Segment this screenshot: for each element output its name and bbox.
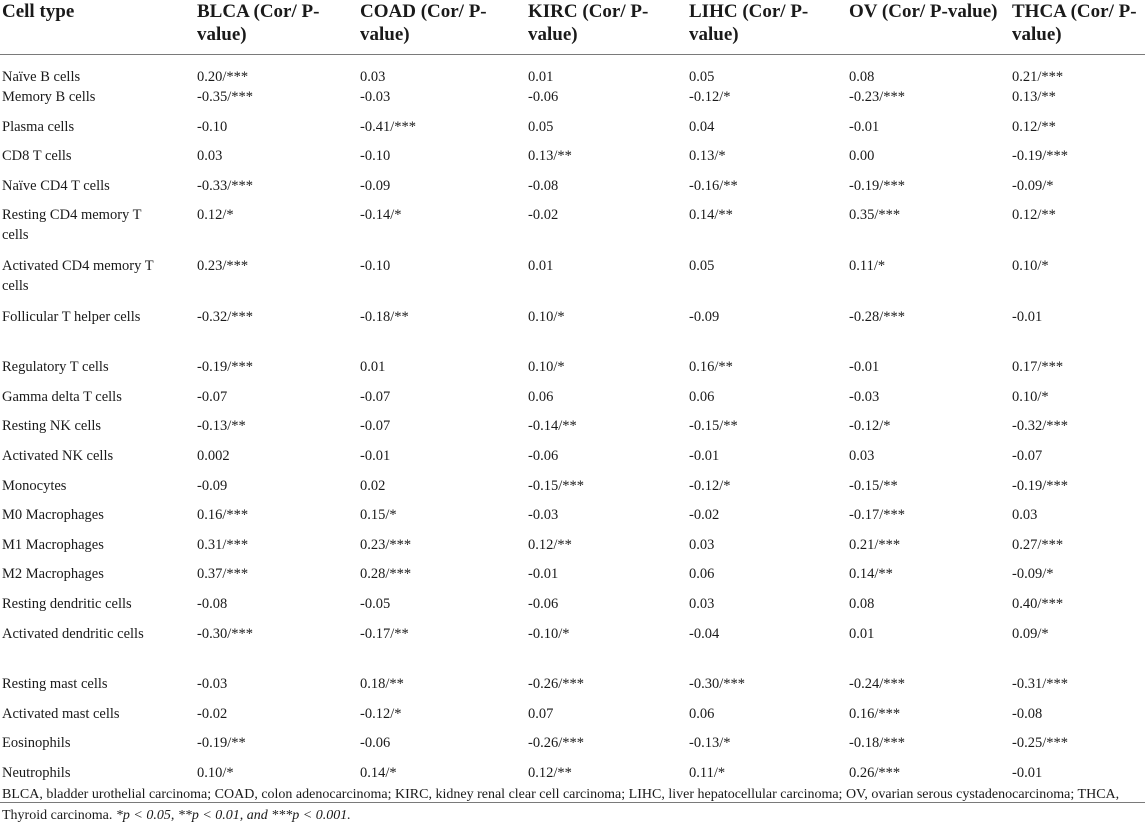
table-cell: -0.12/* (849, 418, 891, 435)
table-cell: 0.06 (689, 566, 715, 583)
table-cell: -0.25/*** (1012, 735, 1068, 752)
table-row (0, 674, 1145, 704)
table-cell: 0.14/** (849, 566, 893, 583)
table-cell: 0.03 (689, 536, 715, 553)
table-cell: -0.18/*** (849, 735, 905, 752)
table-cell: -0.17/** (360, 625, 409, 642)
table-cell: -0.03 (528, 507, 559, 524)
table-cell: -0.01 (1012, 308, 1043, 325)
table-cell: -0.01 (849, 118, 880, 135)
table-row (0, 87, 1145, 117)
header-cell: OV (Cor/ P-value) (849, 0, 1012, 55)
table-cell: -0.15/*** (528, 477, 584, 494)
table-cell: 0.03 (689, 595, 715, 612)
table-cell: -0.05 (360, 595, 391, 612)
table-cell: -0.03 (197, 676, 228, 693)
table-row (0, 307, 1145, 358)
table-cell: 0.01 (360, 359, 386, 376)
table-cell: -0.06 (528, 447, 559, 464)
table-cell: 0.12/** (528, 763, 689, 803)
table-cell: -0.07 (1012, 447, 1043, 464)
table-cell: 0.06 (689, 705, 715, 722)
table-cell: 0.15/* (360, 507, 397, 524)
table-cell: -0.19/*** (197, 359, 253, 376)
table-cell: -0.01 (360, 447, 391, 464)
table-row (0, 446, 1145, 476)
table-cell: -0.01 (689, 447, 720, 464)
table-cell: -0.30/*** (689, 676, 745, 693)
table-row (0, 505, 1145, 535)
table-body (0, 55, 1145, 803)
table-cell: 0.16/** (689, 359, 733, 376)
row-label: Regulatory T cells (2, 359, 109, 376)
row-label: Naïve B cells (2, 69, 81, 85)
row-label: Activated CD4 memory T cells (2, 257, 154, 294)
row-label: Resting CD4 memory T cells (2, 207, 142, 244)
table-cell: 0.17/*** (1012, 359, 1064, 376)
table-cell: 0.23/*** (360, 536, 412, 553)
table-cell: 0.08 (849, 69, 875, 85)
table-cell: 0.13/** (1012, 89, 1056, 105)
table-cell: -0.16/** (689, 177, 738, 194)
table-cell: 0.18/** (360, 676, 404, 693)
header-cell: THCA (Cor/ P-value) (1012, 0, 1145, 55)
header-cell: COAD (Cor/ P-value) (360, 0, 528, 55)
table-cell: -0.02 (689, 507, 720, 524)
table-row (0, 55, 1145, 88)
table-row (0, 357, 1145, 387)
table-cell: -0.24/*** (849, 676, 905, 693)
table-cell: 0.03 (1012, 507, 1038, 524)
table-row (0, 535, 1145, 565)
table-cell: -0.30/*** (197, 625, 253, 642)
table-cell: 0.20/*** (197, 69, 249, 85)
row-label: Activated dendritic cells (2, 625, 144, 642)
row-label: Resting NK cells (2, 418, 102, 435)
table-cell: -0.07 (360, 388, 391, 405)
table-cell: -0.31/*** (1012, 676, 1068, 693)
table-cell: -0.09 (197, 477, 228, 494)
table-cell: 0.26/*** (849, 763, 1012, 803)
table-cell: -0.07 (360, 418, 391, 435)
table-cell: -0.13/* (689, 735, 731, 752)
table-cell: 0.14/* (360, 763, 528, 803)
table-cell: -0.08 (197, 595, 228, 612)
table-cell: -0.06 (528, 595, 559, 612)
table-cell: 0.12/** (1012, 118, 1056, 135)
table-cell: -0.14/* (360, 207, 402, 224)
table-row (0, 176, 1145, 206)
table-cell: -0.07 (197, 388, 228, 405)
table-cell: -0.17/*** (849, 507, 905, 524)
row-label: Memory B cells (2, 89, 96, 105)
table-cell: 0.11/* (689, 763, 849, 803)
table-cell: 0.31/*** (197, 536, 249, 553)
table-cell: 0.02 (360, 477, 386, 494)
table-cell: 0.03 (197, 148, 223, 165)
table-cell: -0.19/*** (1012, 148, 1068, 165)
table-cell: -0.33/*** (197, 177, 253, 194)
table-cell: -0.02 (197, 705, 228, 722)
row-label: M0 Macrophages (2, 507, 104, 524)
table-cell: -0.14/** (528, 418, 577, 435)
table-cell: -0.09 (689, 308, 720, 325)
table-cell: 0.23/*** (197, 257, 249, 274)
header-cell: BLCA (Cor/ P-value) (197, 0, 360, 55)
table-cell: -0.01 (1012, 763, 1145, 803)
table-cell: -0.12/* (360, 705, 402, 722)
table-row (0, 704, 1145, 734)
table-cell: -0.32/*** (197, 308, 253, 325)
table-cell: -0.13/** (197, 418, 246, 435)
table-cell: -0.32/*** (1012, 418, 1068, 435)
row-label: Naïve CD4 T cells (2, 177, 110, 194)
table-cell: 0.01 (528, 257, 554, 274)
header-cell: KIRC (Cor/ P-value) (528, 0, 689, 55)
table-row (0, 624, 1145, 675)
table-cell: -0.01 (849, 359, 880, 376)
table-cell: -0.10 (360, 148, 391, 165)
table-cell: 0.16/*** (849, 705, 901, 722)
table-cell: -0.01 (528, 566, 559, 583)
table-cell: -0.09/* (1012, 566, 1054, 583)
table-cell: 0.10/* (528, 308, 565, 325)
table-row (0, 256, 1145, 307)
row-label: Follicular T helper cells (2, 308, 141, 325)
table-cell: -0.18/** (360, 308, 409, 325)
table-cell: 0.37/*** (197, 566, 249, 583)
row-label: Gamma delta T cells (2, 388, 122, 405)
table-row (0, 733, 1145, 763)
table-cell: -0.08 (1012, 705, 1043, 722)
table-cell: 0.12/* (197, 207, 234, 224)
table-cell: 0.06 (528, 388, 554, 405)
table-cell: -0.12/* (689, 477, 731, 494)
table-cell: 0.14/** (689, 207, 733, 224)
table-cell: -0.15/** (849, 477, 898, 494)
row-label: Plasma cells (2, 118, 75, 135)
row-label: Activated NK cells (2, 447, 114, 464)
table-cell: -0.23/*** (849, 89, 905, 105)
table-cell: -0.41/*** (360, 118, 416, 135)
footnote-significance: *p < 0.05, **p < 0.01, and ***p < 0.001. (115, 808, 351, 823)
table-header (0, 0, 1145, 55)
table-cell: -0.04 (689, 625, 720, 642)
table-cell: 0.21/*** (1012, 69, 1064, 85)
table-cell: -0.10/* (528, 625, 570, 642)
table-cell: 0.03 (849, 447, 875, 464)
header-cell-type: Cell type (0, 0, 197, 55)
table-cell: -0.09 (360, 177, 391, 194)
row-label: Activated mast cells (2, 705, 120, 722)
table-cell: 0.10/* (197, 763, 360, 803)
table-cell: -0.06 (528, 89, 559, 105)
table-row (0, 146, 1145, 176)
table-cell: 0.40/*** (1012, 595, 1064, 612)
row-label: M1 Macrophages (2, 536, 104, 553)
table-row (0, 205, 1145, 256)
table-cell: -0.19/*** (1012, 477, 1068, 494)
table-cell: -0.02 (528, 207, 559, 224)
table-cell: 0.05 (528, 118, 554, 135)
table-cell: 0.28/*** (360, 566, 412, 583)
table-cell: -0.19/** (197, 735, 246, 752)
table-cell: 0.13/** (528, 148, 572, 165)
header-row (0, 0, 1145, 55)
table-cell: -0.03 (849, 388, 880, 405)
row-label: Monocytes (2, 477, 67, 494)
row-label: CD8 T cells (2, 148, 72, 165)
table-cell: -0.10 (360, 257, 391, 274)
table-cell: -0.28/*** (849, 308, 905, 325)
row-label: Resting dendritic cells (2, 595, 132, 612)
table-cell: -0.12/* (689, 89, 731, 105)
header-cell: LIHC (Cor/ P-value) (689, 0, 849, 55)
table-cell: -0.26/*** (528, 676, 584, 693)
table-row (0, 416, 1145, 446)
table-cell: 0.10/* (1012, 388, 1049, 405)
table-cell: 0.12/** (1012, 207, 1056, 224)
table-cell: 0.27/*** (1012, 536, 1064, 553)
table-row (0, 594, 1145, 624)
table-row (0, 476, 1145, 506)
table-cell: -0.06 (360, 735, 391, 752)
table-cell: 0.00 (849, 148, 875, 165)
table-row (0, 564, 1145, 594)
table-cell: 0.10/* (528, 359, 565, 376)
row-label: Neutrophils (0, 763, 197, 803)
table-cell: -0.19/*** (849, 177, 905, 194)
row-label: Resting mast cells (2, 676, 108, 693)
table-cell: 0.08 (849, 595, 875, 612)
row-label: M2 Macrophages (2, 566, 104, 583)
table-cell: 0.04 (689, 118, 715, 135)
table-cell: 0.16/*** (197, 507, 249, 524)
table-footnote (2, 784, 1132, 826)
table-row (0, 117, 1145, 147)
table-cell: 0.21/*** (849, 536, 901, 553)
table-cell: 0.01 (849, 625, 875, 642)
table-cell: 0.10/* (1012, 257, 1049, 274)
table-cell: 0.13/* (689, 148, 726, 165)
table-cell: 0.06 (689, 388, 715, 405)
table-cell: 0.03 (360, 69, 386, 85)
row-label: Eosinophils (2, 735, 71, 752)
table-cell: 0.01 (528, 69, 554, 85)
table-cell: 0.35/*** (849, 207, 901, 224)
table-cell: -0.08 (528, 177, 559, 194)
footnote-abbreviations: BLCA, bladder urothelial carcinoma; COAD, colon adenocarcinoma; KIRC, kidney renal clear cell carcinoma; LIHC, liver hepatocellular carcinoma; OV, ovarian serous cystadenocarcinoma; THCA, Thyroid carcinoma. (2, 787, 1120, 823)
table-cell: 0.05 (689, 257, 715, 274)
table-cell: -0.26/*** (528, 735, 584, 752)
table-cell: -0.35/*** (197, 89, 253, 105)
table-row (0, 387, 1145, 417)
table-cell: -0.09/* (1012, 177, 1054, 194)
table-cell: 0.11/* (849, 257, 886, 274)
table-cell: 0.12/** (528, 536, 572, 553)
table-cell: -0.03 (360, 89, 391, 105)
table-cell: -0.15/** (689, 418, 738, 435)
table-cell: -0.10 (197, 118, 228, 135)
table-cell: 0.07 (528, 705, 554, 722)
table-cell: 0.002 (197, 447, 230, 464)
table-cell: 0.05 (689, 69, 715, 85)
table-cell: 0.09/* (1012, 625, 1049, 642)
